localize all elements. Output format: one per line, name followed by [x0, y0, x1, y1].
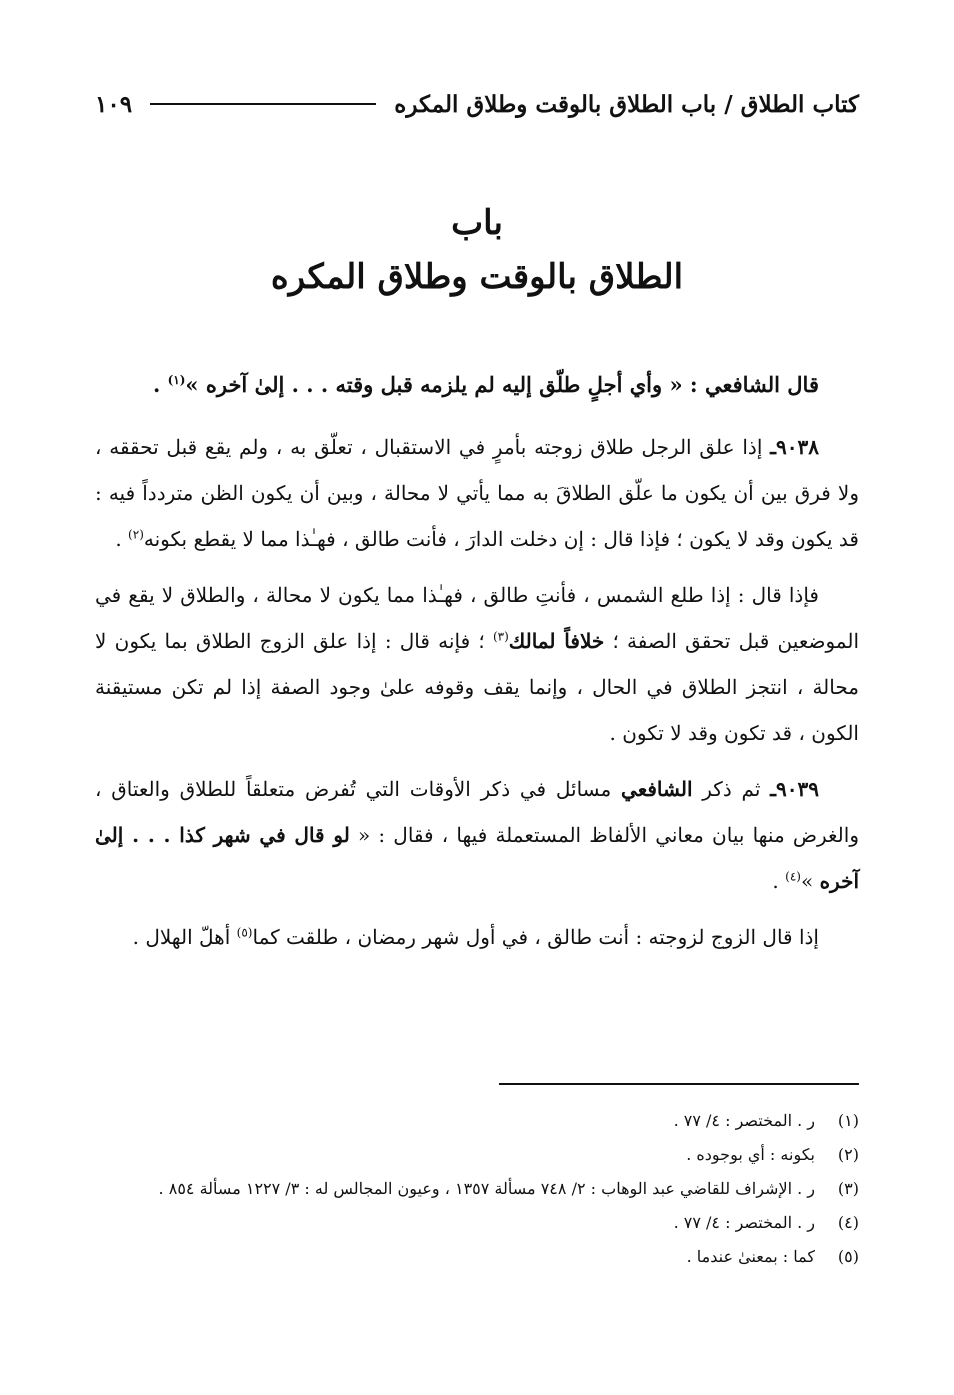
footnote-text: ر . الإشراف للقاضي عبد الوهاب : ٢/ ٧٤٨ مسألة ١٣٥٧ ، وعيون المجالس له : ٣/ ١٢٢٧ مسألة ٨٥٤ .: [158, 1179, 815, 1198]
footnote: [95, 1104, 859, 1138]
paragraph-text-a: فإذا قال : إذا طلع الشمس ، فأنتِ طالق ، فهـٰذا مما يكون لا محالة ، والطلاق لا يقع في الموضعين قبل تحقق الصفة ؛: [95, 583, 859, 653]
quote: وأي أجلٍ طلّق إليه لم يلزمه قبل وقته . . . إلىٰ آخره: [205, 372, 663, 397]
note-ref-1: (١): [167, 373, 186, 387]
paragraph-text: إذا علق الرجل طلاق زوجته بأمرٍ في الاستقبال ، تعلّق به ، ولم يقع قبل تحققه ، ولا فرق بين أن يكون ما علّق الطلاقَ به مما يأتي لا محالة ، وبين أن يكون الظن متردداً فيه : قد يكون وقد لا يكون ؛ فإذا قال : إن دخلت الدارَ ، فأنت طالق ، فهـٰذا مما لا يقطع بكونه: [95, 435, 860, 551]
paragraph-text-b: مسائل في ذكر الأوقات التي تُفرض متعلقاً للطلاق والعتاق ، والغرض منها بيان معاني الألفاظ المستعملة فيها ، فقال : «: [95, 777, 859, 847]
footnote-text: كما : بمعنىٰ عندما .: [686, 1247, 815, 1266]
chapter-heading: [95, 196, 859, 304]
paragraph-number: ٩٠٣٨ـ: [770, 435, 819, 459]
quote-close: »: [185, 372, 206, 397]
end: .: [115, 527, 129, 551]
chapter-title: الطلاق بالوقت وطلاق المكره: [270, 257, 684, 297]
note-ref-4: (٤): [785, 869, 801, 884]
footnote: [95, 1206, 859, 1240]
footnote-text: بكونه : أي بوجوده .: [686, 1145, 815, 1164]
paragraph-text-b: أهلّ الهلال .: [132, 925, 237, 949]
paragraph-text-a: ثم ذكر: [692, 777, 771, 801]
footnote-text: ر . المختصر : ٤/ ٧٧ .: [673, 1213, 815, 1232]
bold-quote: لو قال في شهر كذا . . . إلىٰ آخره: [95, 823, 859, 893]
main-text: [95, 362, 859, 970]
page-number: ١٠٩: [95, 90, 133, 118]
footnote-number: (٣): [837, 1179, 859, 1198]
running-header: [95, 84, 859, 124]
footnote-number: (١): [837, 1111, 859, 1130]
paragraph-text-b: ؛ فإنه قال : إذا علق الزوج الطلاق بما يكون لا محالة ، انتجز الطلاق في الحال ، وإنما يقف وقوفه علىٰ وجود الصفة إذا لم تكن مستيقنة الكون ، قد تكون وقد لا تكون .: [95, 629, 859, 745]
paragraph-malik: [95, 572, 859, 756]
paragraph-ramadan: [95, 914, 859, 960]
end: .: [772, 869, 786, 893]
footnotes: [95, 1104, 859, 1274]
footnote: [95, 1138, 859, 1172]
running-title: كتاب الطلاق / باب الطلاق بالوقت وطلاق المكره: [394, 90, 859, 118]
chapter-label: باب: [451, 203, 503, 243]
footnote-number: (٥): [837, 1247, 859, 1266]
quote-close: »: [800, 869, 820, 893]
footnote-number: (٤): [837, 1213, 859, 1232]
footnote: [95, 1172, 859, 1206]
paragraph-text-a: إذا قال الزوج لزوجته : أنت طالق ، في أول شهر رمضان ، طلقت كما: [252, 925, 819, 949]
end: .: [152, 372, 168, 397]
footnote-text: ر . المختصر : ٤/ ٧٧ .: [673, 1111, 815, 1130]
paragraph-9039: [95, 766, 859, 904]
paragraph-9038: [95, 424, 859, 562]
footnote-rule: [499, 1083, 859, 1085]
paragraph-shafii-quote: [95, 362, 859, 408]
footnote-number: (٢): [837, 1145, 859, 1164]
paragraph-number: ٩٠٣٩ـ: [770, 777, 819, 801]
note-ref-2: (٢): [128, 527, 144, 542]
note-ref-3: (٣): [492, 629, 509, 644]
header-rule: [150, 103, 376, 105]
speaker: قال الشافعي: [704, 372, 819, 397]
bold-phrase: خلافاً لمالك: [508, 629, 605, 653]
colon: : «: [662, 372, 705, 397]
footnote: [95, 1240, 859, 1274]
bold-name: الشافعي: [621, 777, 693, 801]
note-ref-5: (٥): [236, 925, 253, 940]
